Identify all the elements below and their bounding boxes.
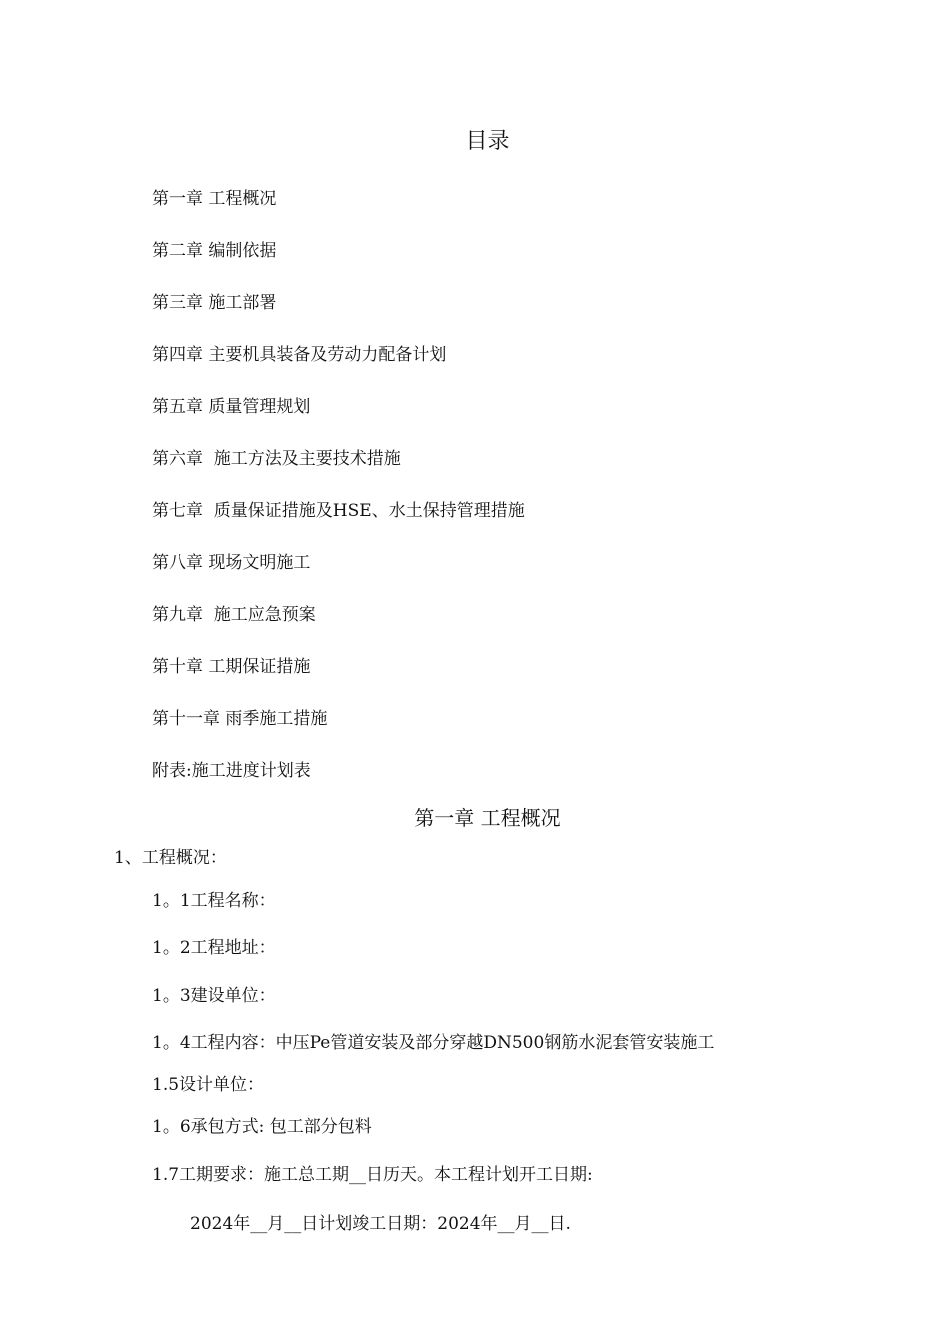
toc-item-chapter-1: 第一章 工程概况	[152, 189, 277, 209]
construction-unit-line: 1。3建设单位：	[152, 986, 276, 1006]
toc-item-chapter-2: 第二章 编制依据	[152, 241, 277, 261]
toc-item-chapter-9: 第九章 施工应急预案	[152, 605, 316, 625]
design-unit-line: 1.5设计单位：	[152, 1075, 265, 1095]
section-1-title: 1、工程概况：	[114, 848, 227, 868]
toc-item-chapter-3: 第三章 施工部署	[152, 293, 277, 313]
toc-item-chapter-8: 第八章 现场文明施工	[152, 553, 311, 573]
toc-item-chapter-4: 第四章 主要机具装备及劳动力配备计划	[152, 345, 447, 365]
project-name-line: 1。1工程名称：	[152, 891, 276, 911]
toc-item-chapter-6: 第六章 施工方法及主要技术措施	[152, 449, 401, 469]
toc-title: 目录	[465, 129, 510, 154]
toc-item-chapter-11: 第十一章 雨季施工措施	[152, 709, 328, 729]
project-address-line: 1。2工程地址：	[152, 938, 276, 958]
toc-item-appendix: 附表:施工进度计划表	[152, 761, 311, 781]
toc-item-chapter-5: 第五章 质量管理规划	[152, 397, 311, 417]
contract-method-line: 1。6承包方式: 包工部分包料	[152, 1117, 372, 1137]
toc-item-chapter-10: 第十章 工期保证措施	[152, 657, 311, 677]
project-content-line: 1。4工程内容：中压Pe管道安装及部分穿越DN500钢筋水泥套管安装施工	[152, 1033, 715, 1053]
schedule-requirement-line: 1.7工期要求：施工总工期__日历天。本工程计划开工日期:	[152, 1165, 593, 1185]
toc-item-chapter-7: 第七章 质量保证措施及HSE、水土保持管理措施	[152, 501, 525, 521]
schedule-dates-line: 2024年__月__日计划竣工日期：2024年__月__日.	[190, 1214, 571, 1234]
chapter-1-heading: 第一章 工程概况	[414, 806, 561, 830]
